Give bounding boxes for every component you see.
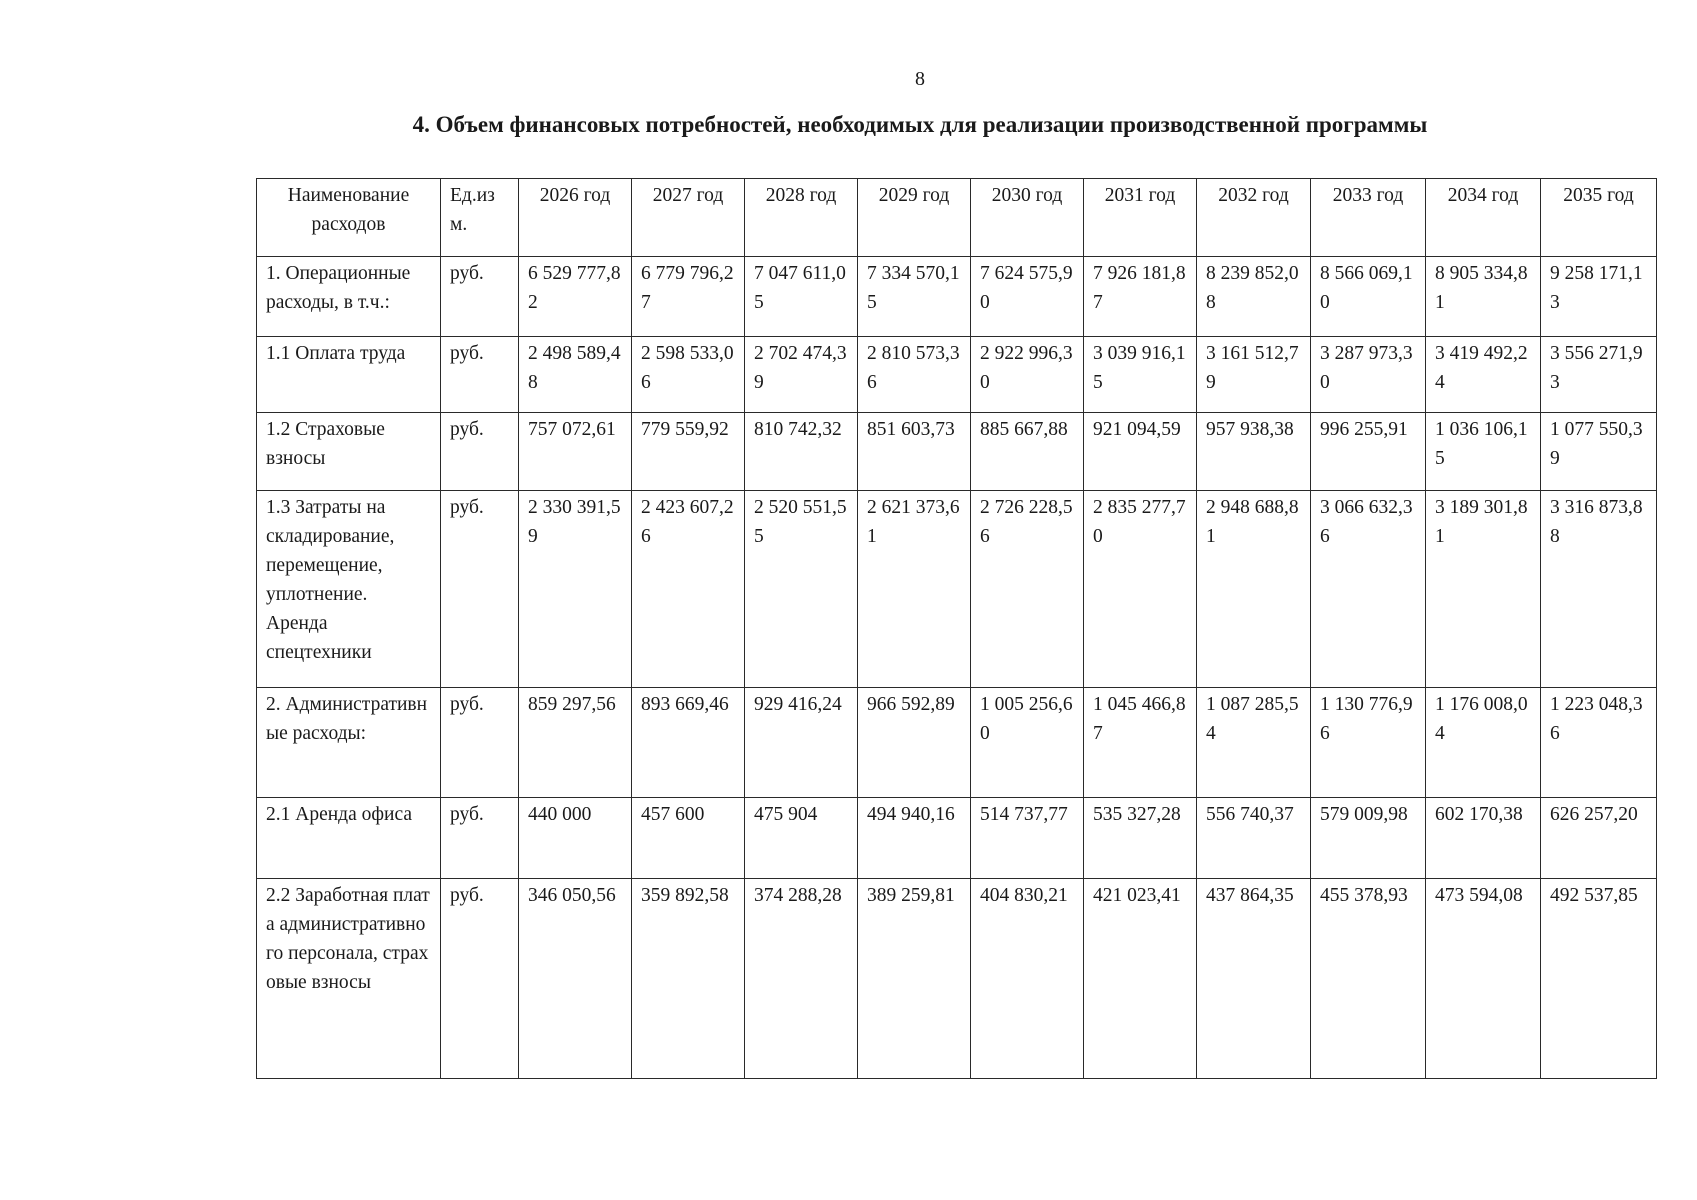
value-cell: 996 255,91	[1311, 413, 1426, 491]
row-name: 2. Административные расходы:	[257, 688, 441, 798]
value-cell: 2 835 277,70	[1084, 491, 1197, 688]
value-cell: 556 740,37	[1197, 798, 1311, 879]
value-cell: 3 066 632,36	[1311, 491, 1426, 688]
header-year-2031: 2031 год	[1084, 179, 1197, 257]
value-cell: 7 624 575,90	[971, 257, 1084, 337]
value-cell: 359 892,58	[632, 879, 745, 1079]
value-cell: 3 189 301,81	[1426, 491, 1541, 688]
value-cell: 1 036 106,15	[1426, 413, 1541, 491]
value-cell: 757 072,61	[519, 413, 632, 491]
value-cell: 8 239 852,08	[1197, 257, 1311, 337]
value-cell: 626 257,20	[1541, 798, 1657, 879]
page-number: 8	[915, 68, 925, 90]
value-cell: 514 737,77	[971, 798, 1084, 879]
value-cell: 893 669,46	[632, 688, 745, 798]
row-unit: руб.	[441, 337, 519, 413]
header-year-2027: 2027 год	[632, 179, 745, 257]
table-row	[257, 413, 1657, 491]
table-row	[257, 688, 1657, 798]
table-row	[257, 879, 1657, 1079]
header-year-2032: 2032 год	[1197, 179, 1311, 257]
value-cell: 1 130 776,96	[1311, 688, 1426, 798]
row-name: 1.1 Оплата труда	[257, 337, 441, 413]
value-cell: 7 926 181,87	[1084, 257, 1197, 337]
value-cell: 3 039 916,15	[1084, 337, 1197, 413]
value-cell: 2 498 589,48	[519, 337, 632, 413]
value-cell: 885 667,88	[971, 413, 1084, 491]
value-cell: 2 810 573,36	[858, 337, 971, 413]
value-cell: 9 258 171,13	[1541, 257, 1657, 337]
value-cell: 6 529 777,82	[519, 257, 632, 337]
value-cell: 2 520 551,55	[745, 491, 858, 688]
value-cell: 1 045 466,87	[1084, 688, 1197, 798]
value-cell: 579 009,98	[1311, 798, 1426, 879]
value-cell: 475 904	[745, 798, 858, 879]
value-cell: 7 334 570,15	[858, 257, 971, 337]
value-cell: 8 566 069,10	[1311, 257, 1426, 337]
value-cell: 494 940,16	[858, 798, 971, 879]
row-unit: руб.	[441, 257, 519, 337]
row-unit: руб.	[441, 798, 519, 879]
value-cell: 2 423 607,26	[632, 491, 745, 688]
value-cell: 455 378,93	[1311, 879, 1426, 1079]
row-unit: руб.	[441, 688, 519, 798]
header-year-2029: 2029 год	[858, 179, 971, 257]
value-cell: 1 176 008,04	[1426, 688, 1541, 798]
value-cell: 779 559,92	[632, 413, 745, 491]
value-cell: 2 922 996,30	[971, 337, 1084, 413]
row-name: 2.2 Заработная плата административного персонала, страховые взносы	[257, 879, 441, 1079]
document-title: 4. Объем финансовых потребностей, необходимых для реализации производственной программы	[412, 112, 1428, 137]
value-cell: 389 259,81	[858, 879, 971, 1079]
value-cell: 929 416,24	[745, 688, 858, 798]
value-cell: 3 316 873,88	[1541, 491, 1657, 688]
value-cell: 6 779 796,27	[632, 257, 745, 337]
value-cell: 346 050,56	[519, 879, 632, 1079]
row-name: 1. Операционные расходы, в т.ч.:	[257, 257, 441, 337]
value-cell: 1 087 285,54	[1197, 688, 1311, 798]
value-cell: 2 598 533,06	[632, 337, 745, 413]
table-row	[257, 257, 1657, 337]
row-name: 1.3 Затраты на складирование, перемещение, уплотнение. Аренда спецтехники	[257, 491, 441, 688]
value-cell: 3 161 512,79	[1197, 337, 1311, 413]
header-year-2026: 2026 год	[519, 179, 632, 257]
value-cell: 437 864,35	[1197, 879, 1311, 1079]
value-cell: 851 603,73	[858, 413, 971, 491]
row-name: 2.1 Аренда офиса	[257, 798, 441, 879]
value-cell: 535 327,28	[1084, 798, 1197, 879]
value-cell: 966 592,89	[858, 688, 971, 798]
value-cell: 1 005 256,60	[971, 688, 1084, 798]
table-row	[257, 337, 1657, 413]
value-cell: 2 948 688,81	[1197, 491, 1311, 688]
header-year-2028: 2028 год	[745, 179, 858, 257]
row-unit: руб.	[441, 879, 519, 1079]
value-cell: 3 287 973,30	[1311, 337, 1426, 413]
value-cell: 1 223 048,36	[1541, 688, 1657, 798]
table-row	[257, 491, 1657, 688]
value-cell: 859 297,56	[519, 688, 632, 798]
table-header-row	[257, 179, 1657, 257]
value-cell: 810 742,32	[745, 413, 858, 491]
value-cell: 2 621 373,61	[858, 491, 971, 688]
value-cell: 602 170,38	[1426, 798, 1541, 879]
value-cell: 3 556 271,93	[1541, 337, 1657, 413]
value-cell: 404 830,21	[971, 879, 1084, 1079]
row-unit: руб.	[441, 491, 519, 688]
header-name: Наименование расходов	[257, 179, 441, 257]
row-name: 1.2 Страховые взносы	[257, 413, 441, 491]
value-cell: 921 094,59	[1084, 413, 1197, 491]
value-cell: 457 600	[632, 798, 745, 879]
value-cell: 492 537,85	[1541, 879, 1657, 1079]
value-cell: 440 000	[519, 798, 632, 879]
financial-needs-table	[256, 178, 1657, 1079]
header-year-2034: 2034 год	[1426, 179, 1541, 257]
header-unit: Ед.изм.	[441, 179, 519, 257]
value-cell: 2 330 391,59	[519, 491, 632, 688]
value-cell: 2 726 228,56	[971, 491, 1084, 688]
value-cell: 421 023,41	[1084, 879, 1197, 1079]
value-cell: 8 905 334,81	[1426, 257, 1541, 337]
value-cell: 957 938,38	[1197, 413, 1311, 491]
header-year-2030: 2030 год	[971, 179, 1084, 257]
value-cell: 473 594,08	[1426, 879, 1541, 1079]
value-cell: 7 047 611,05	[745, 257, 858, 337]
value-cell: 3 419 492,24	[1426, 337, 1541, 413]
row-unit: руб.	[441, 413, 519, 491]
header-year-2033: 2033 год	[1311, 179, 1426, 257]
value-cell: 374 288,28	[745, 879, 858, 1079]
value-cell: 1 077 550,39	[1541, 413, 1657, 491]
header-year-2035: 2035 год	[1541, 179, 1657, 257]
table-row	[257, 798, 1657, 879]
value-cell: 2 702 474,39	[745, 337, 858, 413]
